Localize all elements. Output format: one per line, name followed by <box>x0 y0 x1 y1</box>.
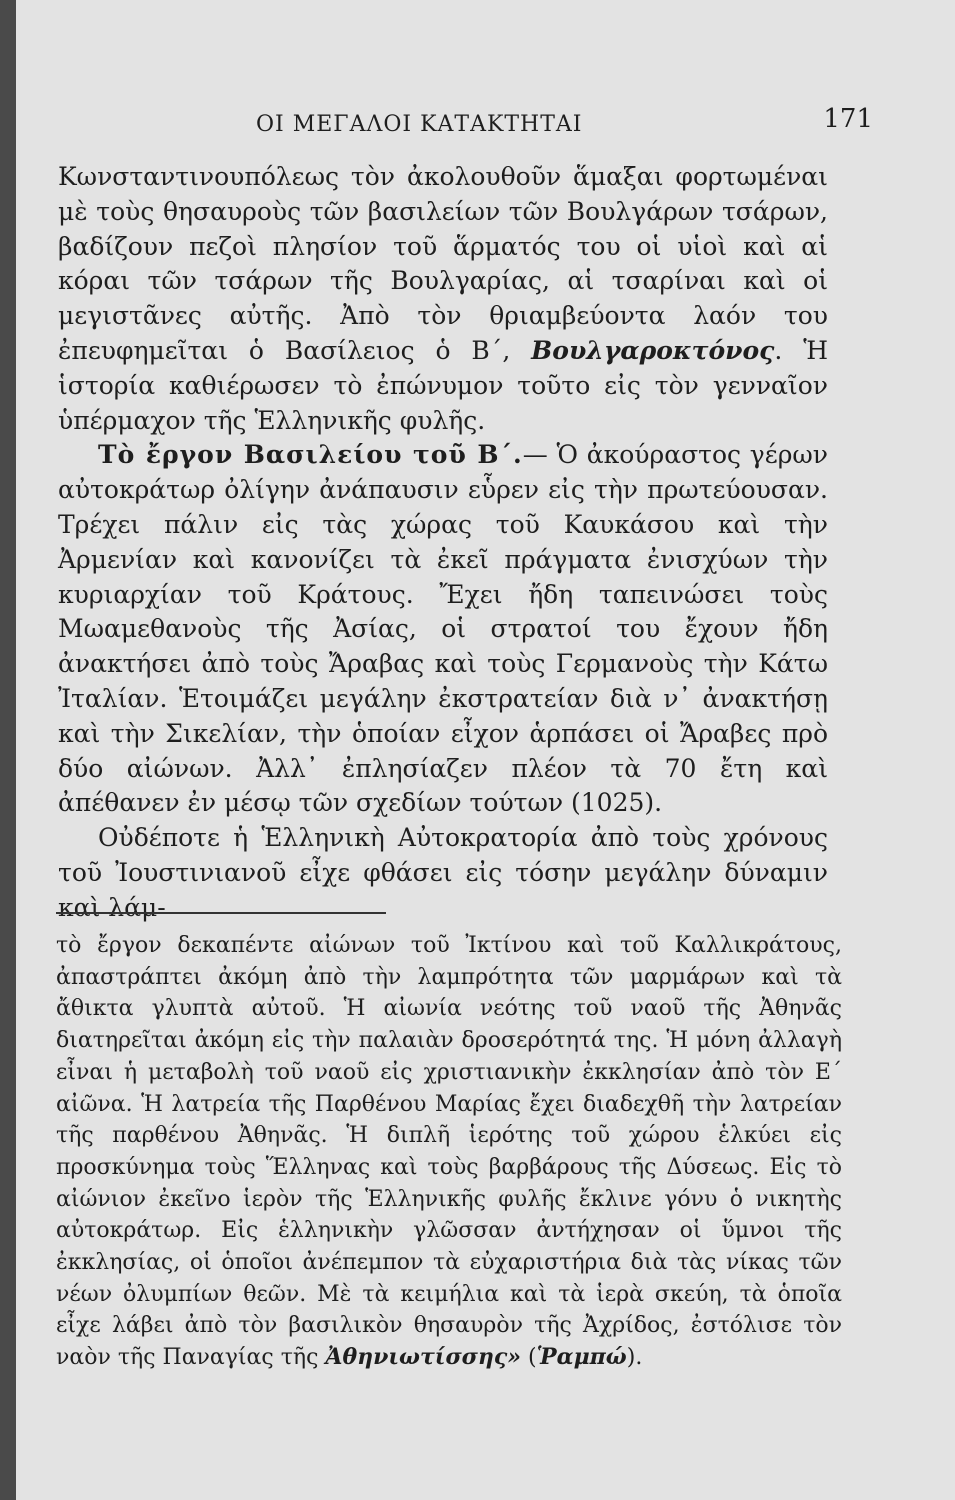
running-title: ΟΙ ΜΕΓΑΛΟΙ ΚΑΤΑΚΤΗΤΑΙ <box>256 112 583 137</box>
footnote-paren-open: ( <box>521 1345 537 1371</box>
footnote <box>56 930 842 1374</box>
footnote-alt-name: Ῥαμπώ <box>536 1344 627 1371</box>
main-text <box>58 160 828 926</box>
paragraph-2 <box>58 438 828 821</box>
paragraph-1-tail: . Ἡ ἱστορία καθιέρωσεν τὸ ἐπώνυμον τοῦτο εἰς τὸν γενναῖον ὑπέρμαχον τῆς Ἑλληνικῆς φυλῆς. <box>58 335 829 435</box>
section-heading: Τὸ ἔργον Βασιλείου τοῦ Β΄. <box>98 440 523 470</box>
paragraph-1: Κωνσταντινουπόλεως τὸν ἀκολουθοῦν ἅμαξαι φορτωμέναι μὲ τοὺς θησαυροὺς τῶν βασιλείων τῶν Βουλγάρων τσάρων, βαδίζουν πεζοὶ πλησίον τοῦ ἅρματός του οἱ υἱοὶ καὶ αἱ κόραι τῶν τσάρων τῆς Βουλγαρίας, αἱ τσαρίναι καὶ οἱ μεγιστᾶνες αὐτῆς. Ἀπὸ τὸν θριαμβεύοντα λαόν του ἐπευφημεῖται ὁ Βασίλειος ὁ Β΄, Βουλγαροκτόνος. Ἡ ἱστορία καθιέρωσεν τὸ ἐπώνυμον τοῦτο εἰς τὸν γενναῖον ὑπέρμαχον τῆς Ἑλληνικῆς φυλῆς. <box>58 162 829 435</box>
paragraph-2-text: — Ὁ ἀκούραστος γέρων αὐτοκράτωρ ὀλίγην ἀνάπαυσιν εὗρεν εἰς τὴν πρωτεύουσαν. Τρέχει πάλιν εἰς τὰς χώρας τοῦ Καυκάσου καὶ τὴν Ἀρμενίαν καὶ κανονίζει τὰ ἐκεῖ πράγματα ἐνισχύων τὴν κυριαρχίαν τοῦ Κράτους. Ἔχει ἤδη ταπεινώσει τοὺς Μωαμεθανοὺς τῆς Ἀσίας, οἱ στρατοί του ἔχουν ἤδη ἀνακτήσει ἀπὸ τοὺς Ἄραβας καὶ τοὺς Γερμανοὺς τὴν Κάτω Ἰταλίαν. Ἑτοιμάζει μεγάλην ἐκστρατείαν διὰ ν᾽ ἀνακτήσῃ καὶ τὴν Σικελίαν, τὴν ὁποίαν εἶχον ἁρπάσει οἱ Ἄραβες πρὸ δύο αἰώνων. Ἀλλ᾽ ἐπλησίαζεν πλέον τὰ 70 ἔτη καὶ ἀπέθανεν ἐν μέσῳ τῶν σχεδίων τούτων (1025). <box>58 440 828 818</box>
page-number: 171 <box>823 104 873 134</box>
epithet-voulgaroktonos: Βουλγαροκτόνος <box>531 335 775 365</box>
footnote-paren-close: ). <box>626 1345 643 1371</box>
footnote-divider <box>56 912 386 914</box>
paragraph-1-text: Κωνσταντινουπόλεως τὸν ἀκολουθοῦν ἅμαξαι φορτωμέναι μὲ τοὺς θησαυροὺς τῶν βασιλείων τῶν Βουλγάρων τσάρων, βαδίζουν πεζοὶ πλησίον τοῦ ἅρματός του οἱ υἱοὶ καὶ αἱ κόραι τῶν τσάρων τῆς Βουλγαρίας, αἱ τσαρίναι καὶ οἱ μεγιστᾶνες αὐτῆς. Ἀπὸ τὸν θριαμβεύοντα λαόν του ἐπευφημεῖται ὁ Βασίλειος ὁ Β΄ <box>58 162 828 365</box>
footnote-paragraph <box>56 930 842 1374</box>
footnote-text: τὸ ἔργον δεκαπέντε αἰώνων τοῦ Ἰκτίνου καὶ τοῦ Καλλικράτους, ἀπαστράπτει ἀκόμη ἀπὸ τὴν λαμπρότητα τῶν μαρμάρων καὶ τὰ ἄθικτα γλυπτὰ αὐτοῦ. Ἡ αἰωνία νεότης τοῦ ναοῦ τῆς Ἀθηνᾶς διατηρεῖται ἀκόμη εἰς τὴν παλαιὰν δροσερότητά της. Ἡ μόνη ἀλλαγὴ εἶναι ἡ μεταβολὴ τοῦ ναοῦ εἰς χριστιανικὴν ἐκκλησίαν ἀπὸ τὸν Ε΄ αἰῶνα. Ἡ λατρεία τῆς Παρθένου Μαρίας ἔχει διαδεχθῆ τὴν λατρείαν τῆς παρθένου Ἀθηνᾶς. Ἡ διπλῆ ἱερότης τοῦ χώρου ἑλκύει εἰς προσκύνημα τοὺς Ἕλληνας καὶ τοὺς βαρβάρους τῆς Δύσεως. Εἰς τὸ αἰώνιον ἐκεῖνο ἱερὸν τῆς Ἑλληνικῆς φυλῆς ἔκλινε γόνυ ὁ νικητὴς αὐτοκράτωρ. Εἰς ἑλληνικὴν γλῶσσαν ἀντήχησαν οἱ ὕμνοι τῆς ἐκκλησίας, οἱ ὁποῖοι ἀνέπεμπον τὰ εὐχαριστήρια διὰ τὰς νίκας τῶν νέων ὀλυμπίων θεῶν. Μὲ τὰ κειμήλια καὶ τὰ ἱερὰ σκεύη, τὰ ὁποῖα εἶχε λάβει ἀπὸ τὸν βασιλικὸν θησαυρὸν τῆς Ἀχρίδος, ἐστόλισε τὸν ναὸν τῆς Παναγίας τῆς <box>56 933 842 1371</box>
footnote-epithet: Ἀθηνιωτίσσης» <box>325 1344 522 1371</box>
page-header <box>70 100 873 140</box>
page-gutter-shadow <box>0 0 16 1500</box>
paragraph-3: Οὐδέποτε ἡ Ἑλληνικὴ Αὐτοκρατορία ἀπὸ τοὺς χρόνους τοῦ Ἰουστινιανοῦ εἶχε φθάσει εἰς τόσην μεγάλην δύναμιν καὶ λάμ- <box>58 823 828 922</box>
